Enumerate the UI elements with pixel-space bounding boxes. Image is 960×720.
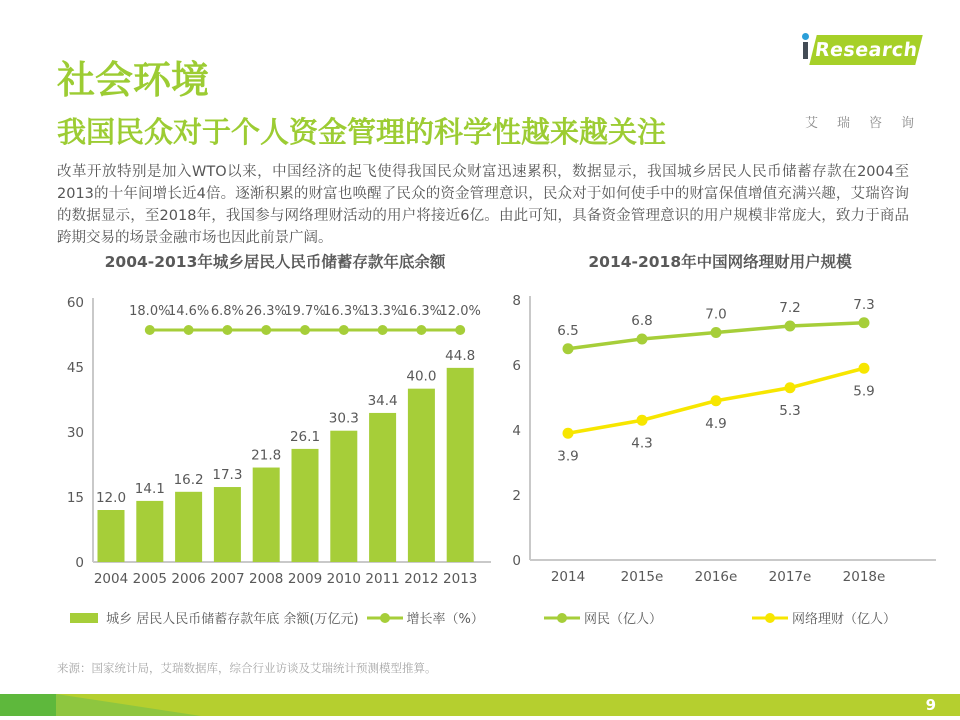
chart-title-right: 2014-2018年中国网络理财用户规模 bbox=[588, 253, 852, 271]
savings-bar-chart bbox=[55, 284, 495, 606]
svg-text:4: 4 bbox=[512, 423, 521, 439]
svg-text:2014: 2014 bbox=[550, 569, 586, 585]
legend-item bbox=[544, 608, 662, 627]
svg-text:16.3%: 16.3% bbox=[323, 304, 365, 319]
svg-text:26.3%: 26.3% bbox=[245, 304, 287, 319]
svg-text:2008: 2008 bbox=[249, 571, 284, 587]
svg-text:30.3: 30.3 bbox=[328, 410, 359, 427]
logo-i-stem-icon bbox=[803, 42, 808, 59]
svg-text:2009: 2009 bbox=[287, 571, 323, 587]
svg-text:15: 15 bbox=[66, 490, 84, 506]
svg-text:6: 6 bbox=[512, 358, 521, 374]
legend-item bbox=[752, 608, 896, 627]
svg-text:12.0: 12.0 bbox=[95, 490, 127, 506]
svg-text:0: 0 bbox=[75, 555, 84, 571]
svg-text:2017e: 2017e bbox=[768, 569, 812, 585]
legend-label: 网络理财（亿人） bbox=[792, 612, 897, 627]
svg-text:7.0: 7.0 bbox=[705, 306, 727, 323]
logo-banner bbox=[809, 35, 922, 65]
page-number: 9 bbox=[925, 696, 936, 714]
svg-text:0: 0 bbox=[512, 553, 521, 569]
legend-line-marker-icon bbox=[752, 612, 788, 624]
svg-text:7.3: 7.3 bbox=[853, 296, 875, 313]
svg-text:12.0%: 12.0% bbox=[439, 304, 481, 319]
page-title: 社会环境 bbox=[57, 58, 210, 103]
legend-label: 网民（亿人） bbox=[583, 612, 662, 627]
chart-legend-right bbox=[500, 608, 940, 627]
svg-text:14.6%: 14.6% bbox=[167, 304, 210, 319]
legend-label: 增长率（%） bbox=[406, 612, 484, 627]
svg-text:44.8: 44.8 bbox=[445, 347, 476, 364]
svg-text:2010: 2010 bbox=[326, 571, 361, 587]
svg-text:34.4: 34.4 bbox=[367, 392, 398, 409]
svg-text:2: 2 bbox=[512, 488, 521, 504]
svg-text:6.8%: 6.8% bbox=[210, 304, 244, 319]
svg-text:2016e: 2016e bbox=[694, 569, 738, 585]
source-note: 来源：国家统计局，艾瑞数据库，综合行业访谈及艾瑞统计预测模型推算。 bbox=[57, 660, 437, 675]
chart-title-left: 2004-2013年城乡居民人民币储蓄存款年底余额 bbox=[104, 253, 446, 271]
users-line-chart bbox=[500, 284, 940, 606]
svg-text:2018e: 2018e bbox=[842, 569, 886, 585]
footer-accent-triangle bbox=[56, 694, 206, 716]
svg-text:6.5: 6.5 bbox=[557, 322, 579, 339]
chart-section-savings bbox=[55, 250, 495, 627]
legend-line-marker-icon bbox=[544, 612, 580, 624]
logo-caption: 艾瑞咨询 bbox=[805, 116, 934, 131]
logo-banner-text: Research bbox=[813, 39, 919, 61]
legend-item bbox=[66, 608, 358, 627]
legend-line-marker-icon bbox=[367, 612, 403, 624]
legend-item bbox=[367, 608, 484, 627]
svg-text:13.3%: 13.3% bbox=[361, 304, 404, 319]
legend-bar-swatch-icon bbox=[66, 612, 102, 624]
svg-text:16.3%: 16.3% bbox=[400, 304, 443, 319]
svg-text:14.1: 14.1 bbox=[134, 480, 165, 497]
svg-text:16.2: 16.2 bbox=[173, 471, 204, 488]
svg-text:40.0: 40.0 bbox=[406, 368, 437, 385]
footer-accent-dark bbox=[0, 694, 56, 716]
svg-text:2013: 2013 bbox=[443, 571, 478, 587]
logo-i-dot-icon bbox=[802, 33, 809, 40]
svg-text:4.9: 4.9 bbox=[705, 415, 727, 432]
svg-text:7.2: 7.2 bbox=[779, 300, 801, 316]
logo bbox=[800, 30, 940, 131]
svg-text:45: 45 bbox=[66, 360, 84, 376]
svg-text:26.1: 26.1 bbox=[289, 428, 321, 445]
svg-text:3.9: 3.9 bbox=[557, 448, 579, 465]
line-chart-svg bbox=[500, 284, 940, 602]
chart-section-users bbox=[500, 250, 940, 627]
page-subtitle: 我国民众对于个人资金管理的科学性越来越关注 bbox=[57, 115, 667, 150]
lead-paragraph: 改革开放特别是加入WTO以来，中国经济的起飞使得我国民众财富迅速累积，数据显示，我国城乡居民人民币储蓄存款在2004至2013的十年间增长近4倍。逐渐积累的财富也唤醒了民众的资金管理意识，民众对于如何使手中的财富保值增值充满兴趣，艾瑞咨询的数据显示，至2018年，我国参与网络理财活动的用户将接近6亿。由此可知，具备资金管理意识的用户规模非常庞大，致力于商品跨期交易的场景金融市场也因此前景广阔。 bbox=[57, 163, 909, 246]
bar-line-chart-svg bbox=[55, 284, 495, 602]
chart-legend-left bbox=[55, 608, 495, 627]
svg-text:8: 8 bbox=[512, 293, 521, 309]
svg-text:19.7%: 19.7% bbox=[284, 304, 326, 319]
svg-text:2005: 2005 bbox=[132, 571, 167, 587]
svg-text:21.8: 21.8 bbox=[251, 447, 282, 464]
svg-text:2007: 2007 bbox=[210, 571, 245, 587]
svg-text:5.3: 5.3 bbox=[779, 402, 801, 419]
svg-text:17.3: 17.3 bbox=[212, 467, 243, 484]
footer-bar bbox=[0, 694, 960, 716]
svg-text:60: 60 bbox=[66, 295, 84, 311]
svg-text:2011: 2011 bbox=[365, 571, 400, 587]
svg-text:4.3: 4.3 bbox=[631, 435, 653, 452]
svg-text:2015e: 2015e bbox=[620, 569, 664, 585]
svg-text:18.0%: 18.0% bbox=[129, 304, 171, 319]
logo-mark bbox=[800, 30, 940, 68]
svg-text:2004: 2004 bbox=[93, 571, 129, 587]
svg-text:6.8: 6.8 bbox=[631, 313, 653, 329]
svg-text:2012: 2012 bbox=[404, 571, 439, 587]
svg-text:30: 30 bbox=[66, 425, 84, 441]
svg-text:5.9: 5.9 bbox=[853, 383, 875, 400]
legend-label: 城乡 居民人民币储蓄存款年底 余额(万亿元) bbox=[106, 612, 359, 627]
svg-text:2006: 2006 bbox=[171, 571, 206, 587]
